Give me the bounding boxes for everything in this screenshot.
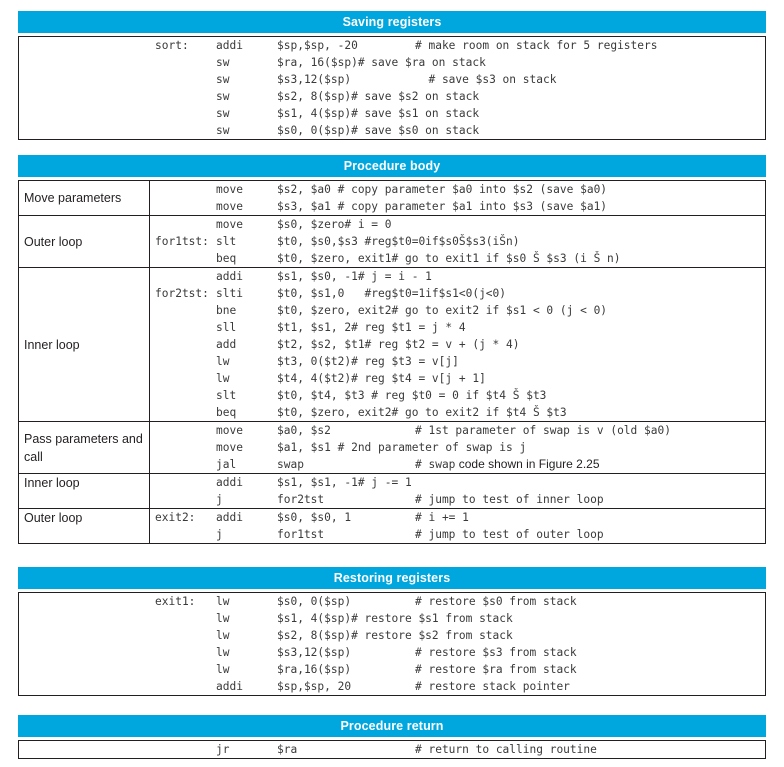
operands: $ra, 16($sp)# save $ra on stack [277, 56, 486, 69]
operands: $s0, 0($sp)# save $s0 on stack [277, 124, 480, 137]
operands: $sp,$sp, -20 [277, 39, 358, 52]
group-label: Inner loop [19, 474, 150, 508]
operands: $s1, $s0, -1# j = i - 1 [277, 270, 432, 283]
saving-registers-section [18, 11, 766, 140]
operands: $s3,12($sp) [277, 73, 352, 86]
instruction: lw [216, 629, 230, 642]
operands: $t0, $zero, exit2# go to exit2 if $s1 < 0 (j < 0) [277, 304, 608, 317]
code-line [150, 268, 765, 285]
code-line [150, 593, 765, 610]
code-comment: # jump to test of inner loop [415, 493, 604, 506]
restoring-registers-section [18, 567, 766, 696]
code-box [18, 592, 766, 696]
code-line [150, 353, 765, 370]
code-line [150, 71, 765, 88]
instruction: slti [216, 287, 243, 300]
section-header: Procedure return [18, 715, 766, 737]
code-line [150, 422, 765, 439]
instruction: jr [216, 743, 230, 756]
instruction: addi [216, 39, 243, 52]
instruction: move [216, 218, 243, 231]
code-line [150, 387, 765, 404]
instruction: add [216, 338, 237, 351]
instruction: j [216, 493, 223, 506]
instruction: sw [216, 90, 230, 103]
code-line [150, 285, 765, 302]
code-lines [150, 216, 765, 267]
section-header: Saving registers [18, 11, 766, 33]
code-lines [150, 593, 765, 695]
operands: $t2, $s2, $t1# reg $t2 = v + (j * 4) [277, 338, 520, 351]
group-label: Move parameters [19, 181, 150, 215]
procedure-return-section [18, 715, 766, 759]
code-line [150, 610, 765, 627]
instruction: lw [216, 646, 230, 659]
code-box [18, 36, 766, 140]
instruction: bne [216, 304, 237, 317]
code-line [150, 644, 765, 661]
code-line [150, 456, 765, 473]
code-line [150, 122, 765, 139]
code-label: sort: [155, 39, 189, 52]
code-line [150, 88, 765, 105]
operands: for2tst [277, 493, 325, 506]
operands: $s0, $s0, 1 [277, 511, 352, 524]
group-label: Pass parameters and call [19, 422, 150, 473]
code-line [150, 741, 765, 758]
code-group [19, 508, 765, 543]
instruction: slt [216, 389, 237, 402]
operands: $t0, $s0,$s3 #reg$t0=0if$s0Š$s3(iŠn) [277, 235, 520, 248]
code-group [19, 181, 765, 215]
code-group [19, 215, 765, 267]
group-label: Outer loop [19, 216, 150, 267]
instruction: sll [216, 321, 237, 334]
instruction: move [216, 441, 243, 454]
code-line [150, 105, 765, 122]
operands: $s2, 8($sp)# save $s2 on stack [277, 90, 480, 103]
code-lines [150, 37, 765, 139]
code-line [150, 661, 765, 678]
code-lines [150, 422, 765, 473]
code-line [150, 509, 765, 526]
code-line [150, 526, 765, 543]
code-comment-note: code shown in Figure 2.25 [455, 457, 600, 471]
code-comment-text: # swap [415, 458, 456, 471]
code-box [18, 180, 766, 544]
operands: $s1, 4($sp)# save $s1 on stack [277, 107, 480, 120]
operands: swap [277, 458, 304, 471]
instruction: sw [216, 124, 230, 137]
code-comment: # restore stack pointer [415, 680, 570, 693]
code-lines [150, 474, 765, 508]
operands: $s1, $s1, -1# j -= 1 [277, 476, 412, 489]
group-label-empty [19, 741, 150, 758]
operands: $t0, $t4, $t3 # reg $t0 = 0 if $t4 Š $t3 [277, 389, 547, 402]
instruction: jal [216, 458, 237, 471]
operands: $t0, $zero, exit1# go to exit1 if $s0 Š $s3 (i Š n) [277, 252, 621, 265]
instruction: addi [216, 511, 243, 524]
code-line [150, 233, 765, 250]
code-lines [150, 181, 765, 215]
code-line [150, 439, 765, 456]
instruction: lw [216, 663, 230, 676]
instruction: beq [216, 252, 237, 265]
code-group [19, 267, 765, 421]
code-label: for2tst: [155, 287, 209, 300]
section-header: Procedure body [18, 155, 766, 177]
operands: $ra,16($sp) [277, 663, 352, 676]
instruction: sw [216, 56, 230, 69]
code-label: for1tst: [155, 235, 209, 248]
code-line [150, 181, 765, 198]
procedure-body-section [18, 155, 766, 544]
code-line [150, 336, 765, 353]
operands: $s0, $zero# i = 0 [277, 218, 392, 231]
code-line [150, 250, 765, 267]
operands: $s2, $a0 # copy parameter $a0 into $s2 (save $a0) [277, 183, 608, 196]
instruction: lw [216, 612, 230, 625]
instruction: lw [216, 355, 230, 368]
group-label-empty [19, 37, 150, 139]
instruction: sw [216, 107, 230, 120]
code-line [150, 678, 765, 695]
instruction: lw [216, 595, 230, 608]
code-label: exit2: [155, 511, 196, 524]
code-comment: # save $s3 on stack [415, 73, 557, 86]
operands: $a1, $s1 # 2nd parameter of swap is j [277, 441, 527, 454]
operands: $s3, $a1 # copy parameter $a1 into $s3 (save $a1) [277, 200, 608, 213]
code-line [150, 491, 765, 508]
code-comment [415, 456, 600, 473]
code-line [150, 37, 765, 54]
code-comment: # 1st parameter of swap is v (old $a0) [415, 424, 671, 437]
code-comment: # i += 1 [415, 511, 469, 524]
group-label: Outer loop [19, 509, 150, 543]
operands: $s1, 4($sp)# restore $s1 from stack [277, 612, 513, 625]
code-line [150, 198, 765, 215]
instruction: move [216, 183, 243, 196]
code-comment: # restore $s0 from stack [415, 595, 577, 608]
operands: $t1, $s1, 2# reg $t1 = j * 4 [277, 321, 466, 334]
operands: $s3,12($sp) [277, 646, 352, 659]
instruction: move [216, 200, 243, 213]
operands: $t4, 4($t2)# reg $t4 = v[j + 1] [277, 372, 486, 385]
operands: $t0, $zero, exit2# go to exit2 if $t4 Š $t3 [277, 406, 567, 419]
instruction: beq [216, 406, 237, 419]
code-lines [150, 268, 765, 421]
code-lines [150, 509, 765, 543]
code-line [150, 302, 765, 319]
operands: $t0, $s1,0 #reg$t0=1if$s1<0(j<0) [277, 287, 507, 300]
group-label: Inner loop [19, 268, 150, 421]
operands: for1tst [277, 528, 325, 541]
instruction: slt [216, 235, 237, 248]
code-group [19, 421, 765, 473]
code-line [150, 319, 765, 336]
operands: $sp,$sp, 20 [277, 680, 352, 693]
code-lines [150, 741, 765, 758]
code-line [150, 216, 765, 233]
operands: $t3, 0($t2)# reg $t3 = v[j] [277, 355, 459, 368]
code-line [150, 54, 765, 71]
group-label-empty [19, 593, 150, 695]
code-line [150, 627, 765, 644]
code-line [150, 370, 765, 387]
code-comment: # restore $s3 from stack [415, 646, 577, 659]
instruction: addi [216, 270, 243, 283]
code-label: exit1: [155, 595, 196, 608]
code-line [150, 474, 765, 491]
operands: $a0, $s2 [277, 424, 331, 437]
instruction: lw [216, 372, 230, 385]
code-group [19, 473, 765, 508]
operands: $s2, 8($sp)# restore $s2 from stack [277, 629, 513, 642]
operands: $s0, 0($sp) [277, 595, 352, 608]
instruction: addi [216, 680, 243, 693]
instruction: j [216, 528, 223, 541]
code-comment: # make room on stack for 5 registers [415, 39, 658, 52]
instruction: move [216, 424, 243, 437]
instruction: sw [216, 73, 230, 86]
code-box [18, 740, 766, 759]
code-comment: # restore $ra from stack [415, 663, 577, 676]
code-line [150, 404, 765, 421]
instruction: addi [216, 476, 243, 489]
section-header: Restoring registers [18, 567, 766, 589]
code-comment: # jump to test of outer loop [415, 528, 604, 541]
code-comment: # return to calling routine [415, 743, 597, 756]
operands: $ra [277, 743, 298, 756]
